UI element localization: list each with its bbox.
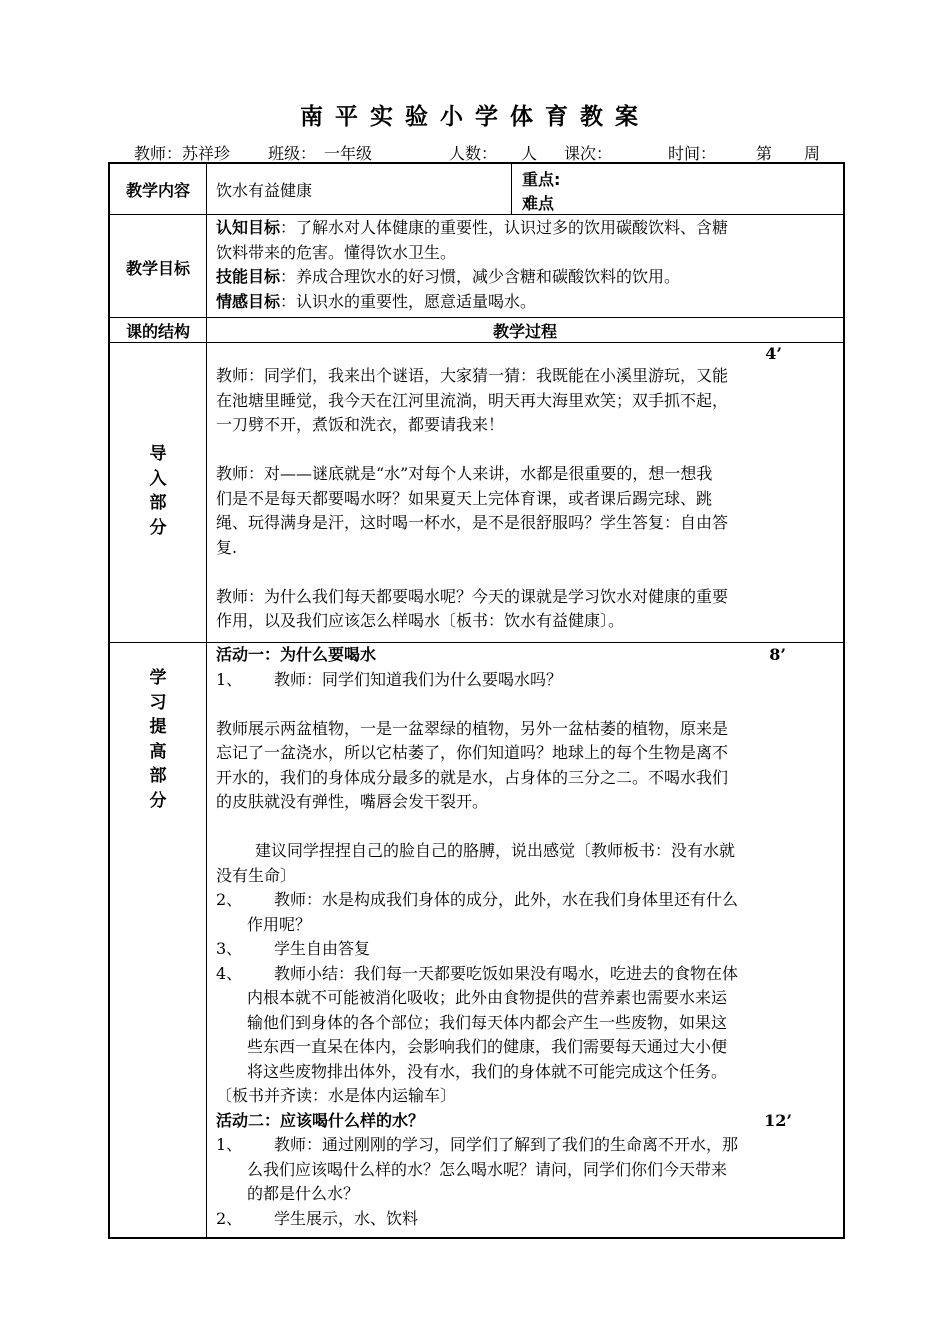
activity-two-title: 活动二：应该喝什么样的水？ <box>216 1110 425 1130</box>
list-continuation: 些东西一直呆在体内，会影响我们的健康，我们需要每天通过大小便 <box>247 1037 728 1056</box>
text-line: 忘记了一盆浇水，所以它枯萎了，你们知道吗？地球上的每个生物是离不 <box>216 743 729 762</box>
goal-label: 教学目标 <box>125 259 190 278</box>
lesson-plan-table <box>108 162 845 1239</box>
lesson-info-row <box>110 141 840 164</box>
intro-content <box>216 344 836 634</box>
text-line: 建议同学捏捏自己的脸自己的胳膊，说出感觉〔教师板书：没有水就 <box>255 841 736 860</box>
week-field: 第 周 <box>756 144 821 163</box>
intro-duration: 4’ <box>765 344 782 363</box>
activity-heading <box>216 1109 836 1134</box>
blank-line <box>216 438 836 463</box>
text-line: 一刀劈不开，煮饭和洗衣，都要请我来！ <box>216 415 505 434</box>
goal-line: 饮料带来的危害。懂得饮水卫生。 <box>216 242 457 262</box>
text-line: 在池塘里睡觉，我今天在江河里流淌，明天再大海里欢笑；双手抓不起， <box>216 390 729 410</box>
student-count-field: 人数： 人 <box>449 144 538 163</box>
list-number: 1、 <box>216 1135 243 1154</box>
cognitive-goal-label: 认知目标 <box>216 218 281 237</box>
list-number: 1、 <box>216 669 243 689</box>
row-divider <box>110 317 843 318</box>
skill-goal-label: 技能目标 <box>216 267 281 286</box>
list-text: 教师小结：我们每一天都要吃饭如果没有喝水，吃进去的食物在体 <box>274 963 739 983</box>
blank-line <box>216 815 836 840</box>
text-line: 作用，以及我们应该怎么样喝水〔板书：饮水有益健康〕。 <box>216 611 625 630</box>
text-line: 开水的，我们的身体成分最多的就是水，占身体的三分之二。不喝水我们 <box>216 767 729 787</box>
document-title: 南平实验小学体育教案 <box>300 104 650 130</box>
content-value: 饮水有益健康 <box>216 181 313 200</box>
text-line: 绳、玩得满身是汗，这时喝一杯水，是不是很舒服吗？学生答复：自由答 <box>216 513 729 532</box>
list-text: 学生自由答复 <box>274 939 371 958</box>
emotion-goal-label: 情感目标 <box>216 291 281 311</box>
list-continuation: 么我们应该喝什么样的水？怎么喝水呢？请问，同学们你们今天带来 <box>247 1159 728 1179</box>
list-number: 2、 <box>216 890 243 909</box>
emotion-goal-text: ：认识水的重要性，愿意适量喝水。 <box>280 291 537 311</box>
study-section-label: 学习提高部分 <box>149 668 167 811</box>
board-note: 〔板书并齐读：水是体内运输车〕 <box>216 1086 457 1105</box>
list-continuation: 的都是什么水？ <box>247 1184 360 1203</box>
goal-line <box>216 216 836 241</box>
list-item <box>216 1207 836 1232</box>
study-content <box>216 643 836 1231</box>
content-label: 教学内容 <box>125 181 190 200</box>
row-divider <box>110 342 843 343</box>
list-continuation: 内根本就不可能被消化吸收；此外由食物提供的营养素也需要水来运 <box>247 988 728 1007</box>
text-line: 复. <box>216 537 238 557</box>
list-text: 学生展示，水、饮料 <box>274 1208 419 1228</box>
text-line: 教师展示两盆植物，一是一盆翠绿的植物，另外一盆枯萎的植物，原来是 <box>216 718 729 738</box>
lesson-number-field: 课次： <box>564 144 613 163</box>
text-line: 教师：对——谜底就是“水”对每个人来讲，水都是很重要的，想一想我 <box>216 464 713 483</box>
text-line: 没有生命〕 <box>216 865 297 885</box>
teacher-field: 教师：苏祥珍 <box>134 144 231 163</box>
text-line: 教师：同学们，我来出个谜语，大家猜一猜：我既能在小溪里游玩，又能 <box>216 366 729 385</box>
row-divider <box>110 214 843 215</box>
goal-line <box>216 290 836 315</box>
key-point-label: 重点: <box>522 170 561 189</box>
intro-section-label: 导入部分 <box>149 444 167 538</box>
activity-two-duration: 12’ <box>764 1110 792 1130</box>
list-text: 教师：通过刚刚的学习，同学们了解到了我们的生命离不开水，那 <box>274 1135 739 1154</box>
activity-one-title: 活动一：为什么要喝水 <box>216 645 377 664</box>
list-number: 2、 <box>216 1208 243 1228</box>
list-text: 教师：水是构成我们身体的成分，此外，水在我们身体里还有什么 <box>274 890 739 909</box>
column-divider <box>511 164 512 214</box>
text-line: 们是不是每天都要喝水呀？如果夏天上完体育课，或者课后踢完球、跳 <box>216 488 713 508</box>
list-number: 3、 <box>216 939 243 958</box>
list-item <box>216 888 836 913</box>
class-field: 班级： 一年级 <box>268 144 373 163</box>
process-label: 教学过程 <box>492 322 557 341</box>
intro-time-line <box>216 344 836 364</box>
activity-heading <box>216 643 836 668</box>
skill-goal-text: ：养成合理饮水的好习惯，减少含糖和碳酸饮料的饮用。 <box>280 267 681 286</box>
list-text: 教师：同学们知道我们为什么要喝水吗？ <box>274 669 563 689</box>
time-field: 时间： <box>668 144 717 163</box>
list-item <box>216 1133 836 1158</box>
goal-line <box>216 265 836 290</box>
blank-line <box>216 692 836 717</box>
list-continuation: 作用呢？ <box>247 914 312 934</box>
text-line: 教师：为什么我们每天都要喝水呢？今天的课就是学习饮水对健康的重要 <box>216 586 729 606</box>
list-item <box>216 937 836 962</box>
list-number: 4、 <box>216 963 243 983</box>
activity-one-duration: 8’ <box>769 645 786 664</box>
text-line: 的皮肤就没有弹性，嘴唇会发干裂开。 <box>216 792 489 811</box>
list-item <box>216 668 836 693</box>
list-continuation: 将这些废物排出体外，没有水，我们的身体就不可能完成这个任务。 <box>247 1061 728 1081</box>
list-continuation: 输他们到身体的各个部位；我们每天体内都会产生一些废物，如果这 <box>247 1012 728 1032</box>
blank-line <box>216 560 836 585</box>
goals-block <box>216 216 836 314</box>
cognitive-goal-text: ：了解水对人体健康的重要性，认识过多的饮用碳酸饮料、含糖 <box>280 218 729 237</box>
list-item <box>216 962 836 987</box>
structure-label: 课的结构 <box>125 322 190 341</box>
difficulty-label: 难点 <box>522 194 555 213</box>
